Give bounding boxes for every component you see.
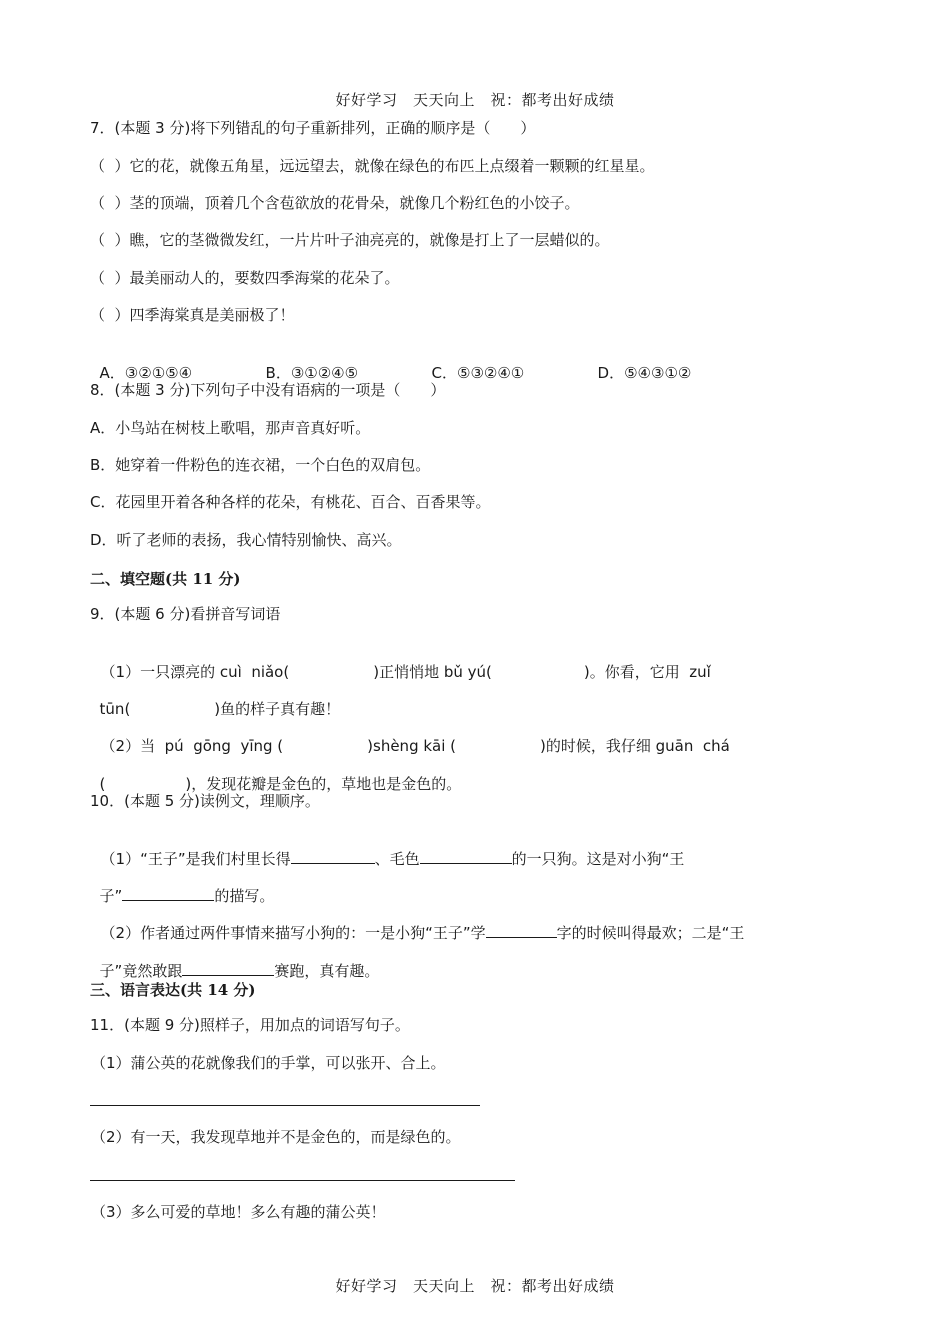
q8-option-b: B．她穿着一件粉色的连衣裙，一个白色的双肩包。 [90,456,431,474]
q7-sentence-3: （ ）瞧，它的茎微微发红，一片片叶子油亮亮的，就像是打上了一层蜡似的。 [90,231,610,249]
q7-option-c: C．⑤③②④① [431,364,525,382]
answer-line-2[interactable] [90,1180,515,1181]
fill-blank[interactable] [291,849,375,864]
q11-stem: 11．(本题 9 分)照样子，用加点的词语写句子。 [90,1016,410,1034]
q10-part-1-line-2: 子” 的描写。 [99,887,275,905]
q7-sentence-2: （ ）茎的顶端，顶着几个含苞欲放的花骨朵，就像几个粉红色的小饺子。 [90,194,580,212]
q9-part-1-line-2: tūn( )鱼的样子真有趣！ [99,700,341,718]
q7-option-d: D．⑤④③①② [597,364,692,382]
q8-stem: 8．(本题 3 分)下列句子中没有语病的一项是（ ） [90,381,446,399]
q11-sentence-1: （1）蒲公英的花就像我们的手掌，可以张开、合上。 [91,1054,446,1072]
fill-blank[interactable] [182,961,274,976]
q9-stem: 9．(本题 6 分)看拼音写词语 [90,605,281,623]
fill-blank[interactable] [420,849,512,864]
answer-line-1[interactable] [90,1105,480,1106]
page-footer: 好好学习 天天向上 祝：都考出好成绩 [335,1277,615,1295]
q10-part-2-line-2: 子”竟然敢跟 赛跑，真有趣。 [99,962,380,980]
q10-part-1-line-1: （1）“王子”是我们村里长得 、毛色 的一只狗。这是对小狗“王 [100,850,685,868]
q11-sentence-3: （3）多么可爱的草地！多么有趣的蒲公英！ [91,1203,386,1221]
fill-blank[interactable] [122,886,214,901]
q11-sentence-2: （2）有一天，我发现草地并不是金色的，而是绿色的。 [91,1128,461,1146]
q7-option-b: B．③①②④⑤ [265,364,359,382]
q8-option-d: D．听了老师的表扬，我心情特别愉快、高兴。 [90,531,402,549]
q7-sentence-1: （ ）它的花，就像五角星，远远望去，就像在绿色的布匹上点缀着一颗颗的红星星。 [90,157,655,175]
page-header: 好好学习 天天向上 祝：都考出好成绩 [335,91,615,109]
q9-part-2-line-1: （2）当 pú gōng yīng ( )shèng kāi ( )的时候，我仔细 guān chá [100,737,730,755]
q7-sentence-4: （ ）最美丽动人的，要数四季海棠的花朵了。 [90,269,400,287]
q8-option-c: C．花园里开着各种各样的花朵，有桃花、百合、百香果等。 [90,493,491,511]
section-2-title: 二、填空题(共 11 分) [90,570,241,588]
q10-stem: 10．(本题 5 分)读例文，理顺序。 [90,792,320,810]
q7-sentence-5: （ ）四季海棠真是美丽极了！ [90,306,295,324]
section-3-title: 三、语言表达(共 14 分) [90,981,256,999]
q10-part-2-line-1: （2）作者通过两件事情来描写小狗的：一是小狗“王子”学 字的时候叫得最欢；二是“王 [100,924,745,942]
fill-blank[interactable] [486,923,557,938]
q7-option-a: A．③②①⑤④ [99,364,193,382]
q9-part-1-line-1: （1）一只漂亮的 cuì niǎo( )正悄悄地 bǔ yú( )。你看，它用 zuǐ [100,663,711,681]
q9-part-2-line-2: ( )，发现花瓣是金色的，草地也是金色的。 [99,775,462,793]
q7-options [90,343,764,382]
q7-stem: 7．(本题 3 分)将下列错乱的句子重新排列，正确的顺序是（ ） [90,119,536,137]
q8-option-a: A．小鸟站在树枝上歌唱，那声音真好听。 [90,419,371,437]
